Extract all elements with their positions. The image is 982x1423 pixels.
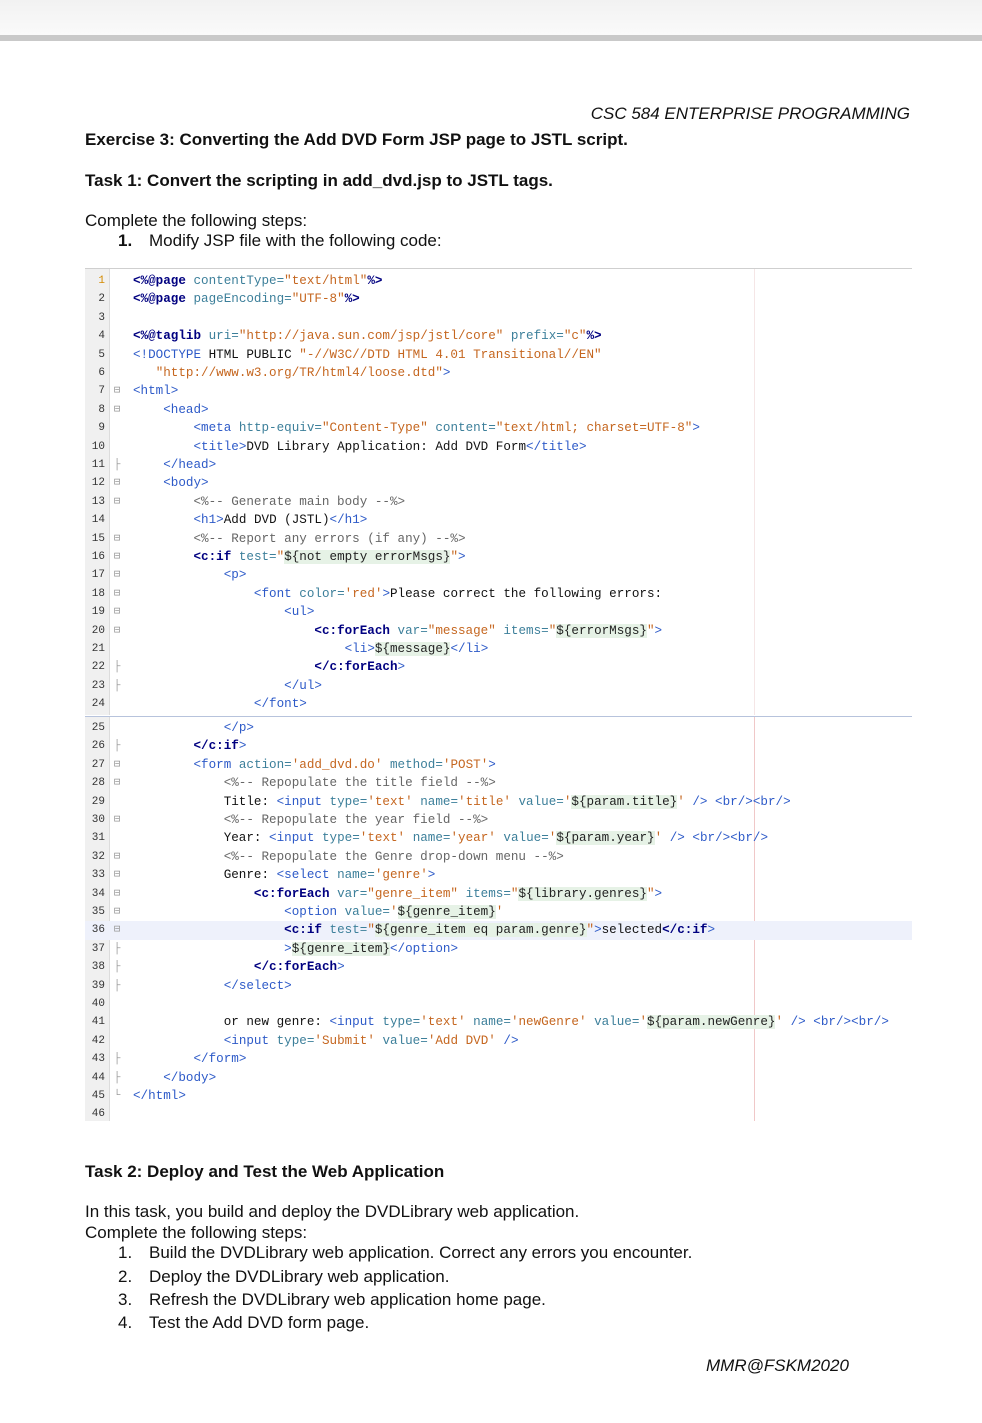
code-line (85, 272, 912, 290)
code-line (85, 829, 912, 847)
fold-toggle-icon[interactable]: ⊟ (113, 869, 121, 882)
code-text: </p> (223, 721, 254, 735)
fold-toggle-icon[interactable]: ⊟ (113, 624, 121, 637)
line-number: 7 (98, 385, 105, 398)
code-line (85, 848, 912, 866)
code-line (85, 774, 912, 792)
line-number: 22 (91, 661, 105, 674)
step-text: Modify JSP file with the following code: (149, 231, 442, 250)
fold-guide-icon: ├ (113, 961, 121, 974)
code-line (85, 290, 912, 308)
code-line (85, 1032, 912, 1050)
code-line (85, 677, 912, 695)
code-text: <ul> (284, 605, 315, 620)
line-number: 18 (91, 587, 105, 600)
line-number: 16 (91, 551, 105, 563)
line-number: 32 (91, 850, 105, 863)
line-number: 46 (91, 1108, 105, 1121)
code-line (85, 603, 912, 621)
code-line (85, 695, 912, 713)
code-line (85, 566, 912, 584)
line-number: 23 (91, 679, 105, 692)
task2-paragraph: In this task, you build and deploy the DVDLibrary web application. (85, 1202, 580, 1221)
top-bar (0, 0, 982, 35)
fold-guide-icon: ├ (113, 979, 121, 992)
code-line (85, 737, 912, 755)
line-number: 29 (91, 795, 105, 808)
step-number: 4. (118, 1313, 133, 1332)
line-number: 12 (91, 477, 105, 490)
code-text: <c:if test="${genre_item eq param.genre}">selected</c:if> (284, 923, 716, 938)
code-line (85, 346, 912, 364)
line-number: 25 (91, 722, 105, 734)
line-number: 15 (91, 532, 105, 545)
code-text: <p> (223, 568, 247, 583)
line-number: 26 (91, 740, 105, 753)
line-number: 17 (91, 569, 105, 582)
line-number: 41 (91, 1016, 105, 1029)
code-line (85, 658, 912, 676)
code-text: or new genre: <input type='text' name='newGenre' value='${param.newGenre}' /> <br/><br/> (133, 1015, 889, 1030)
line-number: 20 (91, 624, 105, 637)
code-line (85, 456, 912, 474)
code-text: <c:forEach var="message" items="${errorMsgs}"> (314, 623, 663, 638)
code-line (85, 309, 912, 327)
line-number: 34 (91, 887, 105, 900)
code-line (85, 1069, 912, 1087)
fold-guide-icon: ├ (113, 740, 121, 753)
code-text: "http://www.w3.org/TR/html4/loose.dtd"> (155, 366, 451, 380)
code-text: </c:if> (193, 739, 247, 754)
code-text: <li>${message}</li> (344, 642, 489, 656)
code-line (85, 382, 912, 400)
code-text: <title>DVD Library Application: Add DVD Form</title> (193, 439, 587, 454)
line-number: 14 (91, 514, 105, 527)
code-line (85, 866, 912, 884)
code-line (85, 1087, 912, 1105)
fold-toggle-icon[interactable]: ⊟ (113, 606, 121, 619)
line-number: 5 (98, 348, 105, 361)
code-line (85, 977, 912, 995)
task2-step (118, 1313, 369, 1333)
code-line (85, 1105, 912, 1123)
fold-toggle-icon[interactable]: ⊟ (113, 814, 121, 826)
fold-toggle-icon[interactable]: ⊟ (113, 495, 121, 508)
line-number: 9 (98, 422, 105, 435)
code-text: <c:if test="${not empty errorMsgs}"> (193, 550, 466, 564)
line-number: 39 (91, 979, 105, 992)
step-text: Deploy the DVDLibrary web application. (149, 1267, 450, 1286)
code-text: </html> (133, 1089, 186, 1103)
fold-toggle-icon[interactable]: ⊟ (113, 850, 121, 863)
code-line (85, 958, 912, 976)
code-line (85, 793, 912, 811)
step-number: 1. (118, 231, 133, 250)
course-header: CSC 584 ENTERPRISE PROGRAMMING (590, 104, 910, 123)
step-text: Build the DVDLibrary web application. Correct any errors you encounter. (149, 1243, 693, 1262)
step-number: 3. (118, 1290, 133, 1309)
line-number: 38 (91, 961, 105, 974)
code-text: <%-- Repopulate the Genre drop-down menu --%> (133, 849, 564, 864)
code-text: <%-- Report any errors (if any) --%> (133, 531, 466, 546)
fold-toggle-icon[interactable]: ⊟ (113, 569, 121, 582)
code-text: <%-- Repopulate the title field --%> (133, 776, 496, 791)
code-text: <%@page pageEncoding="UTF-8"%> (133, 292, 360, 307)
task2-step (118, 1267, 450, 1287)
line-number: 44 (91, 1071, 105, 1084)
task2-title: Task 2: Deploy and Test the Web Application (85, 1162, 445, 1181)
line-number: 2 (98, 293, 105, 306)
code-text: <body> (163, 476, 209, 491)
code-line (85, 511, 912, 529)
line-number: 27 (91, 758, 105, 771)
code-text: Title: <input type='text' name='title' value='${param.title}' /> <br/><br/> (133, 794, 791, 809)
code-text: </ul> (284, 678, 322, 693)
line-number: 36 (91, 924, 105, 937)
code-text: <%@page contentType="text/html"%> (133, 274, 383, 288)
fold-guide-icon: ├ (113, 942, 121, 955)
code-line (85, 640, 912, 658)
task2-intro: Complete the following steps: (85, 1223, 308, 1242)
code-line (85, 474, 912, 492)
code-text: <%-- Repopulate the year field --%> (133, 813, 489, 827)
code-line (85, 1013, 912, 1031)
code-line (85, 921, 912, 939)
code-text: </c:forEach> (253, 960, 345, 975)
line-number: 24 (91, 698, 105, 711)
line-number: 42 (91, 1034, 105, 1047)
line-number: 28 (91, 777, 105, 790)
line-number: 35 (91, 906, 105, 918)
code-text: <html> (133, 384, 179, 399)
code-text: <font color='red'>Please correct the following errors: (253, 586, 663, 601)
fold-toggle-icon[interactable]: ⊟ (113, 887, 121, 900)
code-text: <input type='Submit' value='Add DVD' /> (223, 1033, 519, 1048)
line-number: 33 (91, 869, 105, 882)
code-text: <form action='add_dvd.do' method='POST'> (193, 757, 496, 772)
code-line (85, 438, 912, 456)
code-text: </form> (193, 1052, 247, 1067)
code-line (85, 364, 912, 382)
fold-toggle-icon[interactable]: ⊟ (113, 758, 121, 771)
code-text: </font> (253, 697, 307, 712)
top-divider (0, 35, 982, 41)
task1-step (118, 231, 442, 251)
fold-guide-icon: ├ (113, 661, 121, 674)
line-number: 3 (98, 311, 105, 324)
footer-credit: MMR@FSKM2020 (706, 1356, 849, 1375)
code-text: Genre: <select name='genre'> (133, 868, 436, 883)
code-line (85, 401, 912, 419)
fold-toggle-icon[interactable]: ⊟ (113, 477, 121, 490)
code-text: </select> (223, 978, 292, 993)
code-screenshot-part-1 (85, 268, 912, 715)
code-line (85, 327, 912, 345)
code-text: <%-- Generate main body --%> (133, 494, 406, 509)
fold-guide-icon: ├ (113, 679, 121, 692)
line-number: 30 (91, 814, 105, 826)
code-line (85, 903, 912, 921)
code-text: <h1>Add DVD (JSTL)</h1> (193, 513, 368, 528)
line-number: 19 (91, 606, 105, 619)
exercise-title: Exercise 3: Converting the Add DVD Form JSP page to JSTL script. (85, 130, 628, 149)
line-number: 40 (91, 998, 105, 1010)
fold-toggle-icon[interactable]: ⊟ (113, 403, 121, 416)
task1-title: Task 1: Convert the scripting in add_dvd.jsp to JSTL tags. (85, 171, 553, 190)
code-text: <head> (163, 402, 209, 417)
fold-toggle-icon[interactable]: ⊟ (113, 587, 121, 600)
task2-step (118, 1290, 546, 1310)
line-number: 45 (91, 1090, 105, 1102)
fold-toggle-icon[interactable]: ⊟ (113, 385, 121, 398)
code-text: <c:forEach var="genre_item" items="${library.genres}"> (253, 886, 663, 901)
step-number: 1. (118, 1243, 133, 1262)
code-line (85, 811, 912, 829)
code-text: <%@taglib uri="http://java.sun.com/jsp/jstl/core" prefix="c"%> (133, 329, 602, 344)
code-text: </head> (163, 458, 217, 472)
fold-toggle-icon[interactable]: ⊟ (113, 777, 121, 790)
code-line (85, 719, 912, 737)
fold-guide-icon: ├ (113, 459, 121, 471)
code-line (85, 585, 912, 603)
line-number: 37 (91, 942, 105, 955)
code-line (85, 622, 912, 640)
code-line (85, 548, 912, 566)
line-number: 43 (91, 1053, 105, 1066)
code-text: <!DOCTYPE HTML PUBLIC "-//W3C//DTD HTML 4.01 Transitional//EN" (133, 347, 602, 362)
line-number: 13 (91, 495, 105, 508)
line-number: 11 (91, 459, 105, 471)
code-line (85, 995, 912, 1013)
line-number: 31 (91, 832, 105, 845)
code-text: Year: <input type='text' name='year' value='${param.year}' /> <br/><br/> (133, 831, 769, 846)
step-text: Refresh the DVDLibrary web application home page. (149, 1290, 546, 1309)
fold-toggle-icon[interactable]: ⊟ (113, 532, 121, 545)
code-text: </body> (163, 1070, 217, 1085)
fold-toggle-icon[interactable]: ⊟ (113, 924, 121, 937)
code-line (85, 530, 912, 548)
code-screenshot-part-2 (85, 716, 912, 1121)
code-line (85, 940, 912, 958)
code-text: <meta http-equiv="Content-Type" content="text/html; charset=UTF-8"> (193, 421, 700, 436)
code-line (85, 756, 912, 774)
fold-guide-icon: ├ (113, 1053, 121, 1066)
task1-intro: Complete the following steps: (85, 211, 308, 230)
line-number: 4 (98, 330, 105, 343)
task2-step (118, 1243, 692, 1263)
code-text: </c:forEach> (314, 660, 406, 675)
code-text: <option value='${genre_item}' (284, 905, 504, 919)
line-number: 10 (91, 440, 105, 453)
code-text: >${genre_item}</option> (284, 941, 458, 956)
code-line (85, 885, 912, 903)
code-line (85, 1050, 912, 1068)
fold-toggle-icon[interactable]: ⊟ (113, 906, 121, 918)
fold-guide-icon: └ (113, 1090, 121, 1102)
line-number: 8 (98, 403, 105, 416)
fold-guide-icon: ├ (113, 1071, 121, 1084)
line-number: 6 (98, 367, 105, 379)
code-line (85, 419, 912, 437)
line-number: 21 (91, 643, 105, 655)
step-number: 2. (118, 1267, 133, 1286)
fold-toggle-icon[interactable]: ⊟ (113, 551, 121, 563)
line-number: 1 (98, 275, 105, 287)
code-line (85, 493, 912, 511)
step-text: Test the Add DVD form page. (149, 1313, 370, 1332)
